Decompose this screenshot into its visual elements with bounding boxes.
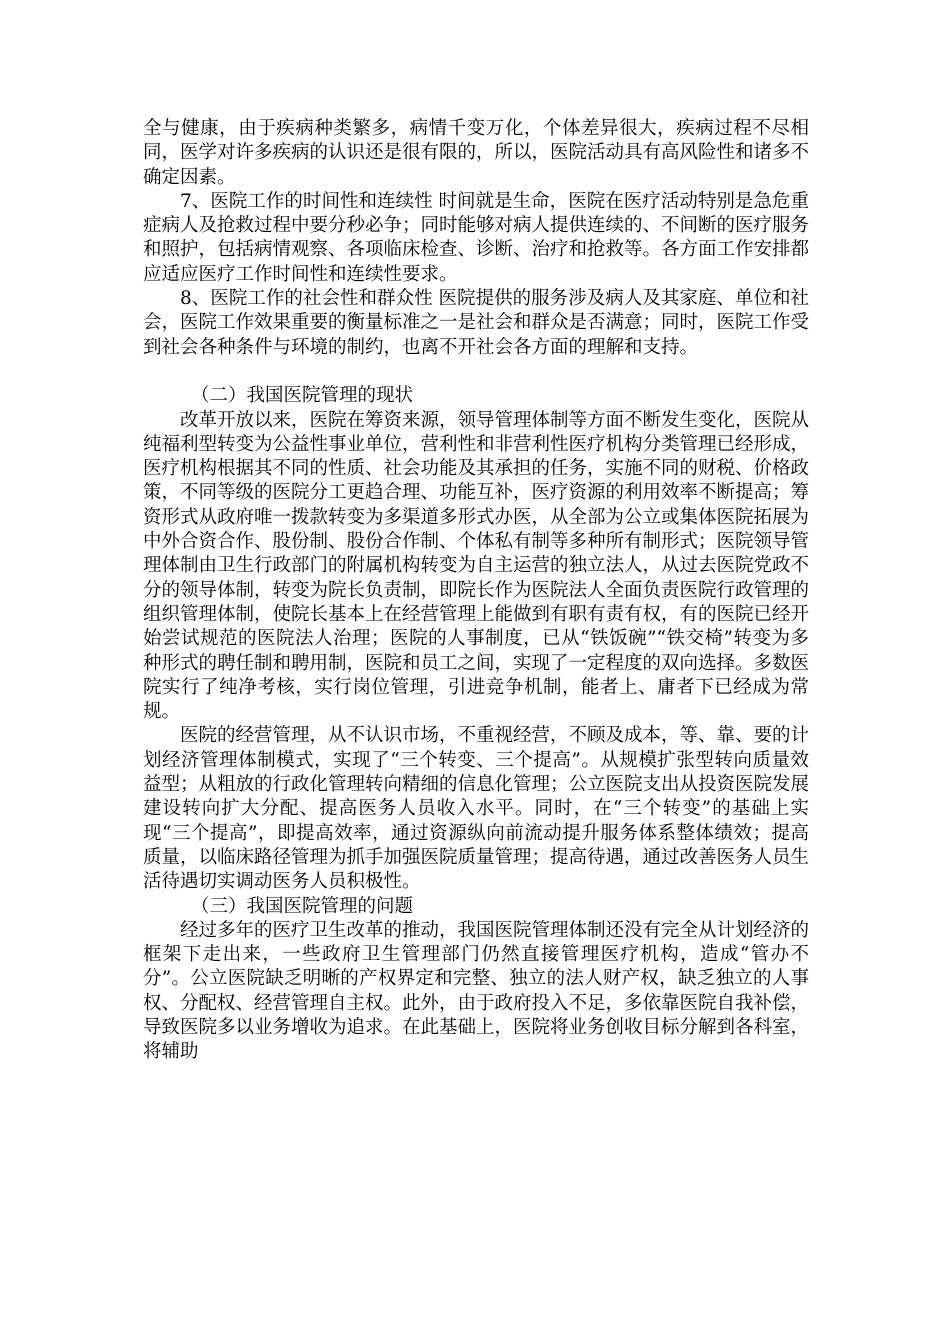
paragraph-operation-management: 医院的经营管理，从不认识市场，不重视经营，不顾及成本，等、靠、要的计划经济管理体制模式，实现了“三个转变、三个提高”。从规模扩张型转向质量效益型；从粗放的行政化管理转向精细的信息化管理；公立医院支出从投资医院发展建设转向扩大分配、提高医务人员收入水平。同时，在“三个转变”的基础上实现“三个提高”，即提高效率，通过资源纵向前流动提升服务体系整体绩效；提高质量，以临床路径管理为抓手加强医院质量管理；提高待遇，通过改善医务人员生活待遇切实调动医务人员积极性。 xyxy=(143,725,810,893)
section-heading-status: （二）我国医院管理的现状 xyxy=(191,385,414,407)
paragraph-problems: 经过多年的医疗卫生改革的推动，我国医院管理体制还没有完全从计划经济的框架下走出来，一些政府卫生管理部门仍然直接管理医疗机构，造成“管办不分”。公立医院缺乏明晰的产权界定和完整、独立的法人财产权，缺乏独立的人事权、分配权、经营管理自主权。此外，由于政府投入不足，多依靠医院自我补偿，导致医院多以业务增收为追求。在此基础上，医院将业务创收目标分解到各科室，将辅助 xyxy=(143,919,810,1063)
document-page xyxy=(143,117,809,1065)
paragraph-reform-status: 改革开放以来，医院在筹资来源，领导管理体制等方面不断发生变化，医院从纯福利型转变为公益性事业单位，营利性和非营利性医疗机构分类管理已经形成，医疗机构根据其不同的性质、社会功能及其承担的任务，实施不同的财税、价格政策，不同等级的医院分工更趋合理、功能互补，医疗资源的利用效率不断提高；筹资形式从政府唯一拨款转变为多渠道多形式办医，从全部为公立或集体医院拓展为中外合资合作、股份制、股份合作制、个体私有制等多种所有制形式；医院领导管理体制由卫生行政部门的附属机构转变为自主运营的独立法人，从过去医院党政不分的领导体制，转变为院长负责制，即院长作为医院法人全面负责医院行政管理的组织管理体制，使院长基本上在经营管理上能做到有职有责有权，有的医院已经开始尝试规范的医院法人治理；医院的人事制度，已从“铁饭碗”“铁交椅”转变为多种形式的聘任制和聘用制，医院和员工之间，实现了一定程度的双向选择。多数医院实行了纯净考核，实行岗位管理，引进竞争机制，能者上、庸者下已经成为常规。 xyxy=(143,409,810,723)
section-heading-problems: （三）我国医院管理的问题 xyxy=(191,895,414,917)
blank-line xyxy=(143,360,809,384)
paragraph-continuation: 全与健康，由于疾病种类繁多，病情千变万化，个体差异很大，疾病过程不尽相同，医学对许多疾病的认识还是很有限的，所以，医院活动具有高风险性和诸多不确定因素。 xyxy=(143,118,810,188)
paragraph-hospital-time-continuity: 7、医院工作的时间性和连续性 时间就是生命，医院在医疗活动特别是急危重症病人及抢救过程中要分秒必争；同时能够对病人提供连续的、不间断的医疗服务和照护，包括病情观察、各项临床检查、诊断、治疗和抢救等。各方面工作安排都应适应医疗工作时间性和连续性要求。 xyxy=(143,190,810,285)
paragraph-hospital-social-mass: 8、医院工作的社会性和群众性 医院提供的服务涉及病人及其家庭、单位和社会，医院工作效果重要的衡量标准之一是社会和群众是否满意；同时，医院工作受到社会各种条件与环境的制约，也离不开社会各方面的理解和支持。 xyxy=(143,288,810,358)
